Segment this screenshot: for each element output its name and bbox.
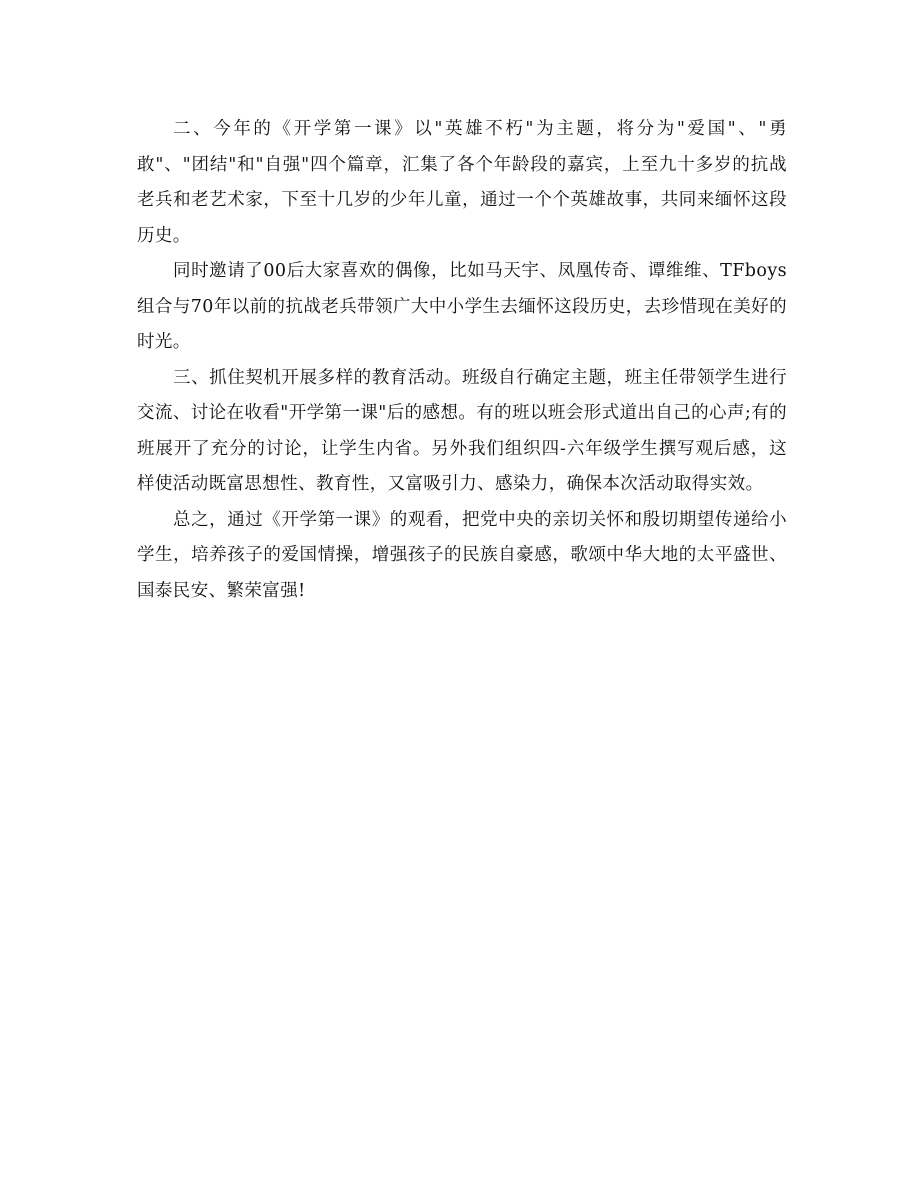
paragraph-guests: 同时邀请了00后大家喜欢的偶像，比如马天宇、凤凰传奇、谭维维、TFboys组合与70年以前的抗战老兵带领广大中小学生去缅怀这段历史，去珍惜现在美好的时光。: [137, 261, 787, 352]
paragraph-activities: 三、抓住契机开展多样的教育活动。班级自行确定主题，班主任带领学生进行交流、讨论在收看"开学第一课"后的感想。有的班以班会形式道出自己的心声;有的班展开了充分的讨论，让学生内省。另外我们组织四-六年级学生撰写观后感，这样使活动既富思想性、教育性，又富吸引力、感染力，确保本次活动取得实效。: [137, 367, 787, 494]
paragraph-theme: 二、今年的《开学第一课》以"英雄不朽"为主题，将分为"爱国"、"勇敢"、"团结"和"自强"四个篇章，汇集了各个年龄段的嘉宾，上至九十多岁的抗战老兵和老艺术家，下至十几岁的少年儿童，通过一个个英雄故事，共同来缅怀这段历史。: [137, 119, 787, 246]
paragraph-conclusion: 总之，通过《开学第一课》的观看，把党中央的亲切关怀和殷切期望传递给小学生，培养孩子的爱国情操，增强孩子的民族自豪感，歌颂中华大地的太平盛世、国泰民安、繁荣富强!: [137, 509, 787, 601]
document-body: [137, 112, 787, 609]
